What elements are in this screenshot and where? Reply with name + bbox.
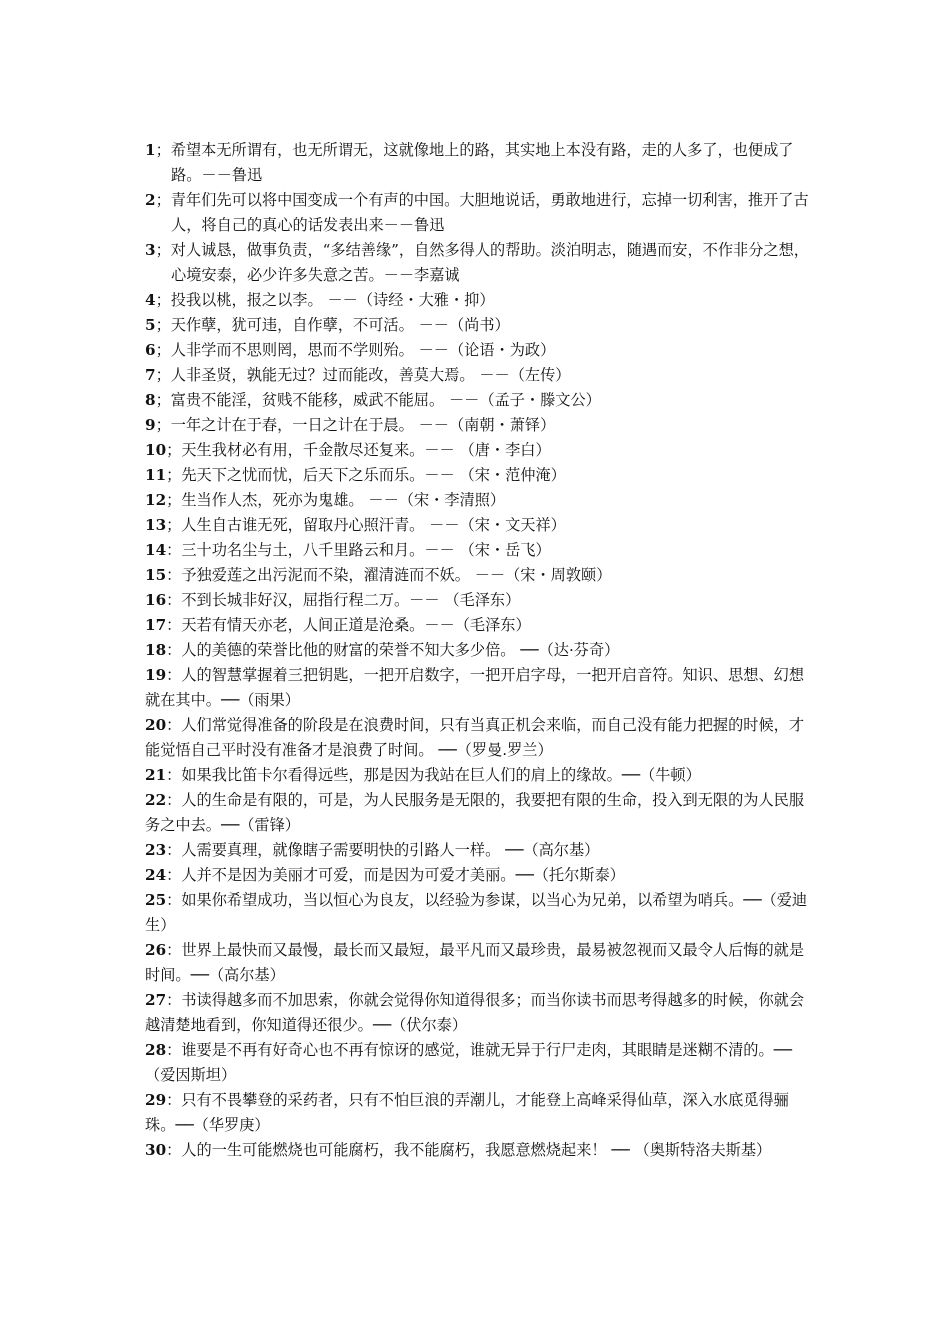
quote-text: ；青年们先可以将中国变成一个有声的中国。大胆地说话，勇敢地进行，忘掉一切利害，推开了古人，将自己的真心的话发表出来－－鲁迅 [155, 191, 809, 234]
quote-number: 19 [145, 666, 167, 684]
quote-entry [145, 1138, 810, 1163]
quote-entry [145, 863, 810, 888]
quote-entry [145, 188, 810, 238]
quote-text: ：如果你希望成功，当以恒心为良友，以经验为参谋，以当心为兄弟，以希望为哨兵。──（爱迪生） [145, 891, 808, 934]
quote-number: 26 [145, 941, 167, 959]
quote-entry [145, 313, 810, 338]
quote-text: ；希望本无所谓有，也无所谓无，这就像地上的路，其实地上本没有路，走的人多了，也便成了路。－－鲁迅 [155, 141, 794, 184]
quote-text: ：人的一生可能燃烧也可能腐朽，我不能腐朽，我愿意燃烧起来！ ── （奥斯特洛夫斯基） [166, 1141, 772, 1159]
quote-text: ：天若有情天亦老，人间正道是沧桑。－－（毛泽东） [166, 616, 531, 634]
quote-number: 5 [145, 316, 156, 334]
quote-text: ：只有不畏攀登的采药者，只有不怕巨浪的弄潮儿，才能登上高峰采得仙草，深入水底觅得骊珠。──（华罗庚） [145, 1091, 789, 1134]
quote-number: 24 [145, 866, 167, 884]
quote-text: ：人们常觉得准备的阶段是在浪费时间，只有当真正机会来临，而自己没有能力把握的时候，才能觉悟自己平时没有准备才是浪费了时间。 ──（罗曼.罗兰） [145, 716, 805, 759]
quote-number: 10 [145, 441, 167, 459]
quote-text: ：人并不是因为美丽才可爱，而是因为可爱才美丽。──（托尔斯泰） [166, 866, 625, 884]
quote-number: 13 [145, 516, 167, 534]
quote-number: 7 [145, 366, 156, 384]
quote-number: 6 [145, 341, 156, 359]
quote-entry [145, 138, 810, 188]
quote-text: ：如果我比笛卡尔看得远些，那是因为我站在巨人们的肩上的缘故。──（牛顿） [166, 766, 701, 784]
quote-text: ；人生自古谁无死，留取丹心照汗青。 －－（宋・文天祥） [166, 516, 566, 534]
quote-entry [145, 788, 810, 838]
quote-number: 12 [145, 491, 167, 509]
quote-entry [145, 588, 810, 613]
quote-entry [145, 513, 810, 538]
quote-text: ；对人诚恳，做事负责，“多结善缘”，自然多得人的帮助。淡泊明志，随遇而安，不作非分之想，心境安泰，必少许多失意之苦。－－李嘉诚 [155, 241, 809, 284]
quote-entry [145, 413, 810, 438]
quote-text: ；投我以桃，报之以李。 －－（诗经・大雅・抑） [155, 291, 495, 309]
quote-text: ；人非圣贤，孰能无过？过而能改，善莫大焉。 －－（左传） [155, 366, 571, 384]
quote-text: ：三十功名尘与土，八千里路云和月。－－ （宋・岳飞） [166, 541, 551, 559]
quote-text: ：人需要真理，就像瞎子需要明快的引路人一样。 ──（高尔基） [166, 841, 600, 859]
quote-number: 30 [145, 1141, 167, 1159]
quote-number: 17 [145, 616, 167, 634]
quote-entry [145, 888, 810, 938]
quote-text: ：人的智慧掌握着三把钥匙，一把开启数字，一把开启字母，一把开启音符。知识、思想、幻想就在其中。──（雨果） [145, 666, 805, 709]
quote-entry [145, 463, 810, 488]
quote-text: ：予独爱莲之出污泥而不染，濯清涟而不妖。 －－（宋・周敦颐） [166, 566, 612, 584]
quote-number: 25 [145, 891, 167, 909]
quote-entry [145, 638, 810, 663]
quote-text: ：世界上最快而又最慢，最长而又最短，最平凡而又最珍贵，最易被忽视而又最令人后悔的就是时间。──（高尔基） [145, 941, 805, 984]
quote-entry [145, 338, 810, 363]
quote-entry [145, 238, 810, 288]
quote-text: ；生当作人杰，死亦为鬼雄。 －－（宋・李清照） [166, 491, 506, 509]
quote-number: 16 [145, 591, 167, 609]
quote-text: ：人的美德的荣誉比他的财富的荣誉不知大多少倍。 ──（达·芬奇） [166, 641, 620, 659]
quote-number: 27 [145, 991, 167, 1009]
quote-entry [145, 563, 810, 588]
quote-number: 21 [145, 766, 167, 784]
quote-entry [145, 538, 810, 563]
quote-entry [145, 763, 810, 788]
quote-text: ；富贵不能淫，贫贱不能移，威武不能屈。 －－（孟子・滕文公） [155, 391, 601, 409]
quote-number: 3 [145, 241, 156, 259]
quote-number: 29 [145, 1091, 167, 1109]
quote-number: 15 [145, 566, 167, 584]
quote-entry [145, 938, 810, 988]
quote-entry [145, 1088, 810, 1138]
quote-number: 22 [145, 791, 167, 809]
quote-text: ：人的生命是有限的，可是，为人民服务是无限的，我要把有限的生命，投入到无限的为人民服务之中去。──（雷锋） [145, 791, 805, 834]
quote-text: ：不到长城非好汉，屈指行程二万。－－ （毛泽东） [166, 591, 521, 609]
quote-entry [145, 288, 810, 313]
quote-text: ；天生我材必有用，千金散尽还复来。－－ （唐・李白） [166, 441, 551, 459]
quote-text: ；一年之计在于春，一日之计在于晨。 －－（南朝・萧铎） [155, 416, 556, 434]
quote-text: ：书读得越多而不加思索，你就会觉得你知道得很多；而当你读书而思考得越多的时候，你就会越清楚地看到，你知道得还很少。──（伏尔泰） [145, 991, 805, 1034]
quote-text: ；人非学而不思则罔，思而不学则殆。 －－（论语・为政） [155, 341, 556, 359]
quote-number: 18 [145, 641, 167, 659]
quote-number: 28 [145, 1041, 167, 1059]
quote-text: ；天作孽，犹可违，自作孽，不可活。 －－（尚书） [155, 316, 510, 334]
quote-entry [145, 988, 810, 1038]
quote-list [145, 138, 810, 1163]
quote-entry [145, 388, 810, 413]
quote-entry [145, 438, 810, 463]
quote-number: 8 [145, 391, 156, 409]
quote-entry [145, 488, 810, 513]
quote-number: 14 [145, 541, 167, 559]
quote-number: 2 [145, 191, 156, 209]
quote-text: ：谁要是不再有好奇心也不再有惊讶的感觉，谁就无异于行尸走肉，其眼睛是迷糊不清的。──（爱因斯坦） [145, 1041, 792, 1084]
quote-entry [145, 363, 810, 388]
quote-number: 9 [145, 416, 156, 434]
quote-number: 20 [145, 716, 167, 734]
quote-number: 23 [145, 841, 167, 859]
quote-text: ；先天下之忧而忧，后天下之乐而乐。－－ （宋・范仲淹） [166, 466, 566, 484]
quote-entry [145, 613, 810, 638]
quote-number: 4 [145, 291, 156, 309]
quote-entry [145, 663, 810, 713]
quote-entry [145, 1038, 810, 1088]
quote-number: 1 [145, 141, 156, 159]
quote-entry [145, 713, 810, 763]
quote-entry [145, 838, 810, 863]
quote-number: 11 [145, 466, 167, 484]
